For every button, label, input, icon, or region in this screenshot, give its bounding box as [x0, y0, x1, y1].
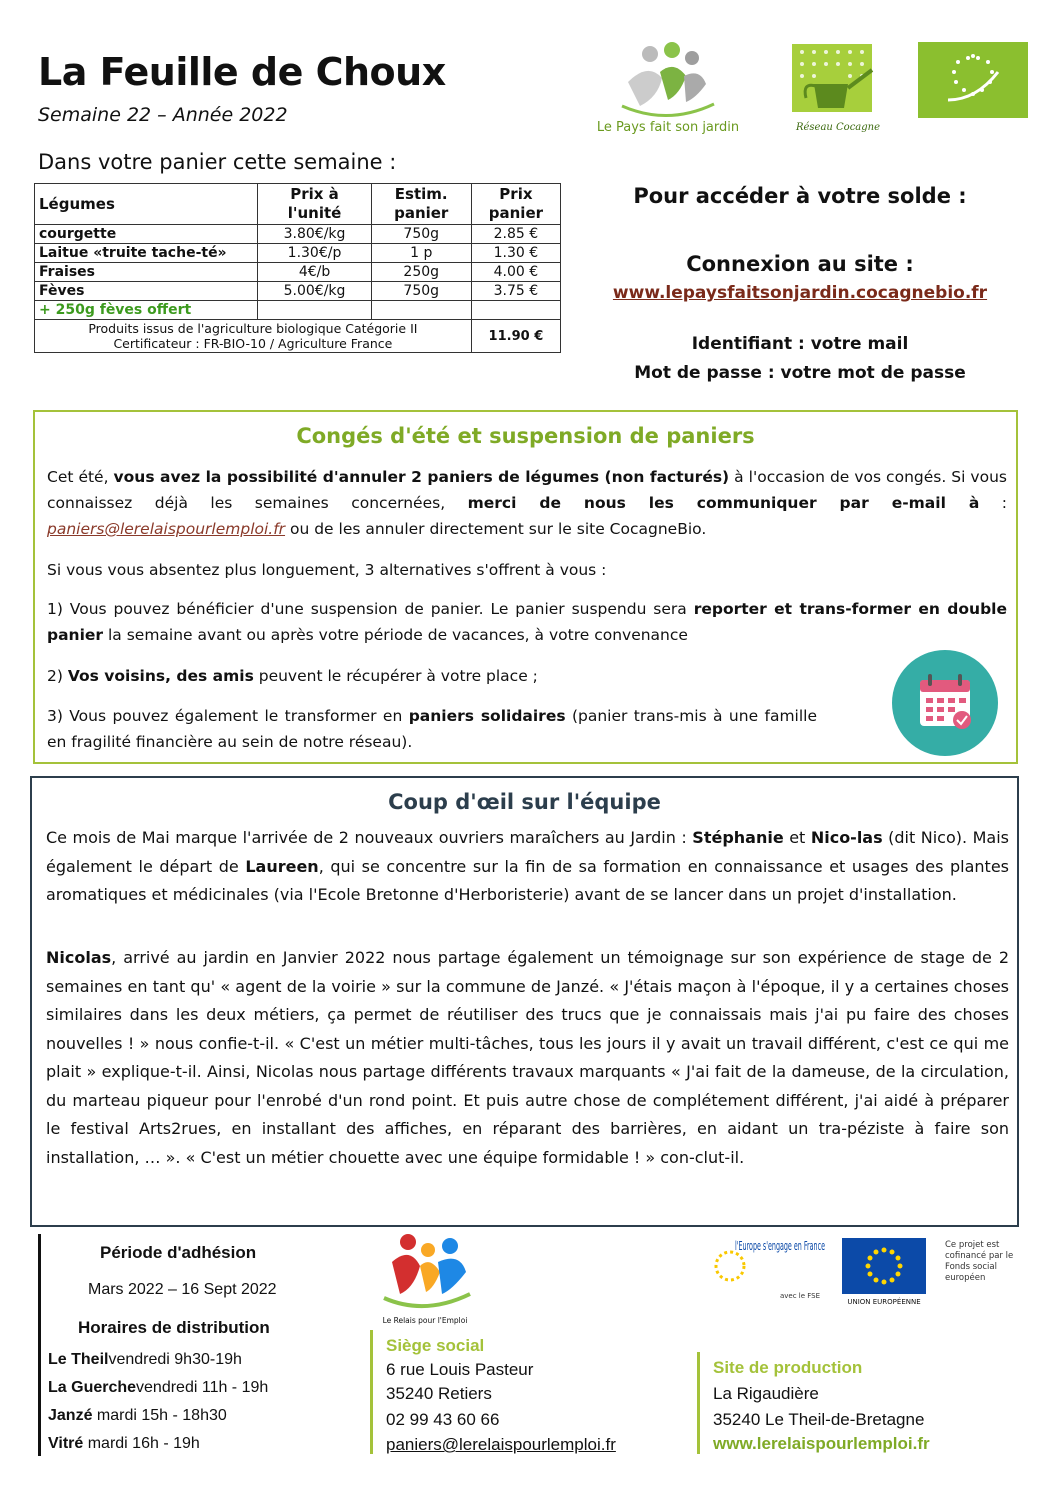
vegetable-name: courgette — [35, 225, 258, 244]
basket-table — [34, 183, 561, 353]
calendar-icon — [892, 650, 998, 756]
siege-divider — [370, 1330, 373, 1454]
empty-cell — [471, 301, 560, 320]
newsletter-title: La Feuille de Choux — [38, 50, 446, 94]
hour-time: mardi 15h - 18h30 — [92, 1407, 227, 1424]
text-span: 2) — [47, 667, 68, 685]
relais-emploi-logo — [370, 1232, 480, 1327]
table-row — [35, 282, 561, 301]
table-row — [35, 225, 561, 244]
text-span: Cet été, — [47, 468, 114, 486]
membership-period: Mars 2022 – 16 Sept 2022 — [88, 1281, 277, 1298]
empty-cell — [371, 301, 471, 320]
text-bold: Nico-las — [810, 828, 883, 847]
distribution-hour-item — [48, 1435, 200, 1453]
empty-cell — [258, 301, 371, 320]
unit-price: 5.00€/kg — [258, 282, 371, 301]
text-span: , arrivé au jardin en Janvier 2022 nous partage également un témoignage sur son expérience de stage de 2 semaines en tant qu' « agent de la voirie » sur la commune de Janzé. « J'étais maçon à l'époque, il y a certaines choses similaires dans les deux métiers, ça permet de réutiliser des trucs que je connaissais mais j'ai pu faire des choses nouvelles ! » nous confie-t-il. « C'est un métier multi-tâches, tous les jours il y avait un travail différent, c'est ce qui me plait » explique-t-il. Ainsi, Nicolas nous partage différents travaux marquants « J'ai fait de la dameuse, de la circulation, du marteau piqueur pour l'enrobé d'un rond point. Et puis autre chose de complétement différent, j'ai aidé à préparer le festival Arts2rues, en installant des affiches, en réparant des barrières, en aidant un tra-péziste à faire son installation, … ». « C'est un métier chouette avec une équipe formidable ! » con-clut-il. — [46, 948, 1009, 1167]
table-row-offer — [35, 301, 561, 320]
basket-price: 4.00 € — [471, 263, 560, 282]
unit-price: 4€/b — [258, 263, 371, 282]
vegetable-name: Fèves — [35, 282, 258, 301]
holidays-paragraph-1 — [47, 464, 1007, 542]
text-bold: Nicolas — [46, 948, 112, 967]
cocagne-logo — [788, 42, 888, 136]
hour-time: vendredi 11h - 19h — [136, 1379, 269, 1396]
newsletter-subtitle: Semaine 22 – Année 2022 — [38, 104, 288, 126]
connection-heading: Connexion au site : — [686, 252, 914, 276]
holidays-title: Congés d'été et suspension de paniers — [296, 424, 755, 448]
eu-organic-logo — [918, 42, 1028, 118]
europe-logo-subtext: avec le FSE — [779, 1292, 821, 1300]
pays-jardin-logo-text: Le Pays fait son jardin — [596, 120, 740, 135]
hour-time: vendredi 9h30-19h — [108, 1351, 242, 1368]
distribution-hour-item — [48, 1351, 242, 1369]
eu-logo-text: UNION EUROPÉENNE — [847, 1298, 921, 1306]
table-row — [35, 263, 561, 282]
text-bold: merci de nous les communiquer par e-mail à — [467, 494, 980, 512]
team-paragraph-1 — [46, 824, 1009, 910]
login-info: Identifiant : votre mail — [691, 334, 909, 354]
pays-jardin-logo — [588, 42, 748, 142]
estimated-quantity: 750g — [371, 282, 471, 301]
eu-stars-icon — [842, 1238, 926, 1294]
table-header-estimate: Estim. panier — [371, 184, 471, 225]
distribution-hour-item — [48, 1379, 268, 1397]
membership-period-heading: Période d'adhésion — [100, 1243, 257, 1262]
text-bold: paniers solidaires — [408, 707, 566, 725]
distribution-hour-item — [48, 1407, 227, 1425]
holidays-option-2 — [47, 663, 867, 689]
text-bold: reporter et trans-former en double panier — [47, 600, 1007, 644]
text-bold: vous avez la possibilité d'annuler 2 paniers de légumes (non facturés) — [113, 468, 730, 486]
text-span: peuvent le récupérer à votre place ; — [253, 667, 538, 685]
text-bold: Laureen — [245, 856, 319, 876]
head-office-address: 6 rue Louis Pasteur — [386, 1360, 534, 1379]
table-header-row — [35, 184, 561, 225]
table-row-footer — [35, 320, 561, 353]
head-office-heading: Siège social — [386, 1336, 485, 1355]
account-site-link[interactable]: www.lepaysfaitsonjardin.cocagnebio.fr — [612, 283, 988, 303]
hour-place: Vitré — [48, 1435, 84, 1452]
production-site-link[interactable]: www.lerelaispourlemploi.fr — [713, 1434, 930, 1453]
unit-price: 3.80€/kg — [258, 225, 371, 244]
hour-place: La Guerche — [48, 1379, 137, 1396]
unit-price: 1.30€/p — [258, 244, 371, 263]
europe-logo-text: l'Europe s'engage en France — [735, 1239, 825, 1253]
basket-price: 2.85 € — [471, 225, 560, 244]
text-span: Ce mois de Mai marque l'arrivée de 2 nouveaux ouvriers maraîchers au Jardin : — [46, 828, 693, 847]
head-office-city: 35240 Retiers — [386, 1384, 492, 1403]
production-site-name: La Rigaudière — [713, 1384, 819, 1403]
text-bold: Vos voisins, des amis — [67, 667, 254, 685]
text-bold: Stéphanie — [692, 828, 784, 847]
hour-time: mardi 16h - 19h — [83, 1435, 200, 1452]
vegetable-name: Fraises — [35, 263, 258, 282]
eu-flag-logo — [842, 1238, 926, 1306]
text-span: , qui se concentre sur la fin de sa formation en connaissance et usages des plantes aromatiques et médicinales (via l'Ecole Bretonne d'Herboristerie) avant de se lancer dans un projet d'installation. — [46, 856, 1009, 904]
estimated-quantity: 1 p — [371, 244, 471, 263]
basket-price: 1.30 € — [471, 244, 560, 263]
relais-figures-icon — [370, 1232, 480, 1316]
estimated-quantity: 250g — [371, 263, 471, 282]
vegetable-name: Laitue «truite tache-té» — [35, 244, 258, 263]
eu-organic-leaf-icon — [918, 42, 1028, 118]
basket-total: 11.90 € — [471, 320, 560, 353]
production-site-city: 35240 Le Theil-de-Bretagne — [713, 1410, 925, 1429]
text-span: 3) Vous pouvez également le transformer en — [47, 707, 409, 725]
text-span: à l'occasion de vos congés. Si vous connaissez déjà les semaines concernées, — [47, 468, 1007, 512]
text-span: ou de les annuler directement sur le site CocagneBio. — [285, 520, 707, 538]
head-office-email-link[interactable]: paniers@lerelaispourlemploi.fr — [386, 1435, 616, 1454]
relais-logo-text: Le Relais pour l'Emploi — [382, 1316, 468, 1325]
table-row — [35, 244, 561, 263]
hour-place: Janzé — [48, 1407, 93, 1424]
email-link[interactable]: paniers@lerelaispourlemploi.fr — [47, 520, 286, 538]
table-header-vegetables: Légumes — [35, 184, 258, 225]
team-section — [30, 776, 1019, 1227]
text-span: la semaine avant ou après votre période de vacances, à votre convenance — [103, 626, 688, 644]
account-heading: Pour accéder à votre solde : — [633, 184, 967, 208]
offer-text: + 250g fèves offert — [35, 301, 258, 320]
footer-divider — [38, 1234, 41, 1456]
table-header-unit-price: Prix à l'unité — [258, 184, 371, 225]
certification-line-2: Certificateur : FR-BIO-10 / Agriculture France — [113, 336, 393, 351]
password-info: Mot de passe : votre mot de passe — [634, 363, 966, 383]
holidays-paragraph-2: Si vous vous absentez plus longuement, 3 alternatives s'offrent à vous : — [47, 561, 607, 579]
holidays-option-1 — [47, 596, 1007, 648]
text-span: 1) Vous pouvez bénéficier d'une suspension de panier. Le panier suspendu sera — [47, 600, 694, 618]
head-office-phone: 02 99 43 60 66 — [386, 1410, 500, 1429]
eu-funding-note: Ce projet est cofinancé par le Fonds social européen — [945, 1240, 1014, 1283]
text-span: (panier trans-mis à une famille en fragilité financière au sein de notre réseau). — [47, 707, 818, 751]
holidays-section — [33, 410, 1018, 764]
text-span: et — [783, 828, 811, 847]
certification-line-1: Produits issus de l'agriculture biologique Catégorie II — [88, 321, 418, 336]
certification-note — [35, 320, 472, 353]
production-site-heading: Site de production — [713, 1358, 863, 1377]
pays-jardin-figures-icon — [588, 42, 748, 120]
team-paragraph-2 — [46, 944, 1009, 1172]
estimated-quantity: 750g — [371, 225, 471, 244]
distribution-hours-heading: Horaires de distribution — [78, 1318, 270, 1337]
team-title: Coup d'œil sur l'équipe — [388, 790, 661, 814]
hour-place: Le Theil — [48, 1351, 109, 1368]
cocagne-logo-text: Réseau Cocagne — [795, 122, 881, 133]
europe-sengage-logo — [700, 1236, 828, 1306]
basket-price: 3.75 € — [471, 282, 560, 301]
table-header-basket-price: Prix panier — [471, 184, 560, 225]
text-span: : — [979, 494, 1007, 512]
basket-heading: Dans votre panier cette semaine : — [38, 150, 397, 174]
holidays-option-3 — [47, 703, 817, 755]
text-span: (dit Nico). Mais également le départ de — [46, 828, 1009, 876]
production-site-divider — [697, 1352, 700, 1454]
